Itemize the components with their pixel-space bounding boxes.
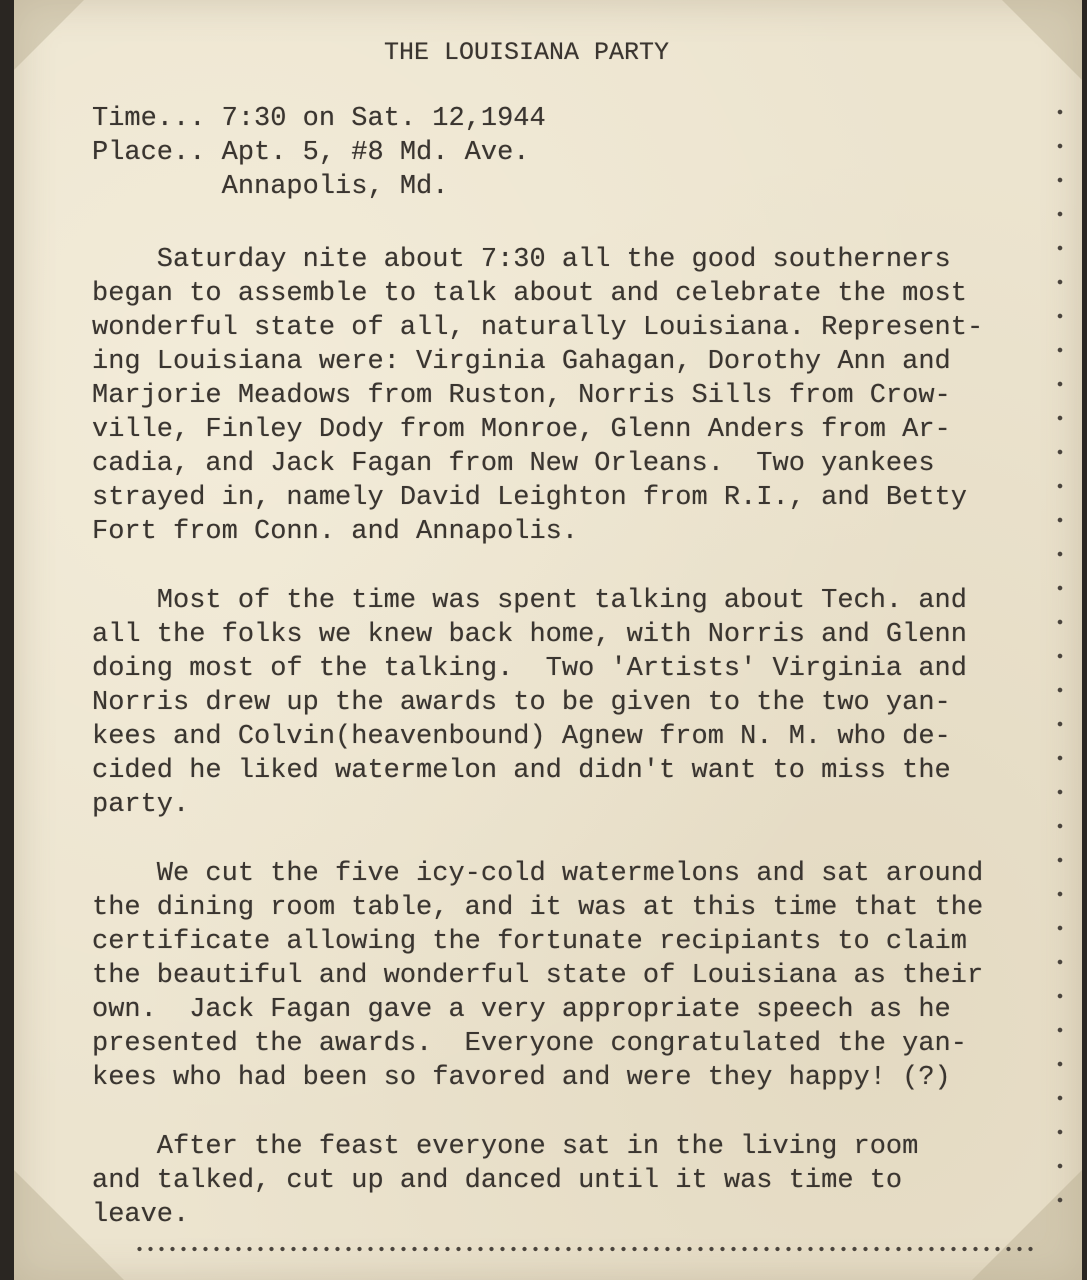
- paragraph-3: We cut the five icy-cold watermelons and sat around the dining room table, and it was at this time that the certificate allowing the fortunate recipiants to claim the beautiful and wonderful state of Louisiana as their own. Jack Fagan gave a very appropriate speech as he presented the awards. Everyone congratulated the yan- kees who had been so favored and were they happy! (?): [92, 859, 984, 1093]
- dotted-border-bottom: [134, 1244, 1034, 1254]
- dotted-border-right: [1054, 95, 1066, 1225]
- paragraph-4: After the feast everyone sat in the living room and talked, cut up and danced until it was time to leave.: [92, 1132, 919, 1230]
- paragraph-2: Most of the time was spent talking about Tech. and all the folks we knew back home, with Norris and Glenn doing most of the talking. Two 'Artists' Virginia and Norris drew up the awards to be given to the two yan- kees and Colvin(heavenbound) Agnew from N. M. who de- cided he liked watermelon and didn't want to miss the party.: [92, 586, 967, 820]
- paragraph-1: Saturday nite about 7:30 all the good southerners began to assemble to talk about and celebrate the most wonderful state of all, naturally Louisiana. Represent- ing Louisiana were: Virginia Gahagan, Dorothy Ann and Marjorie Meadows from Ruston, Norris Sills from Crow- ville, Finley Dody from Monroe, Glenn Anders from Ar- cadia, and Jack Fagan from New Orleans. Two yankees strayed in, namely David Leighton from R.I., and Betty Fort from Conn. and Annapolis.: [92, 245, 984, 547]
- photo-corner-top-left: [14, 0, 84, 70]
- page-title: THE LOUISIANA PARTY: [384, 38, 670, 67]
- typewritten-page: [14, 0, 1082, 1280]
- photo-corner-top-right: [1002, 0, 1082, 80]
- event-details: Time... 7:30 on Sat. 12,1944 Place.. Apt. 5, #8 Md. Ave. Annapolis, Md.: [92, 104, 546, 202]
